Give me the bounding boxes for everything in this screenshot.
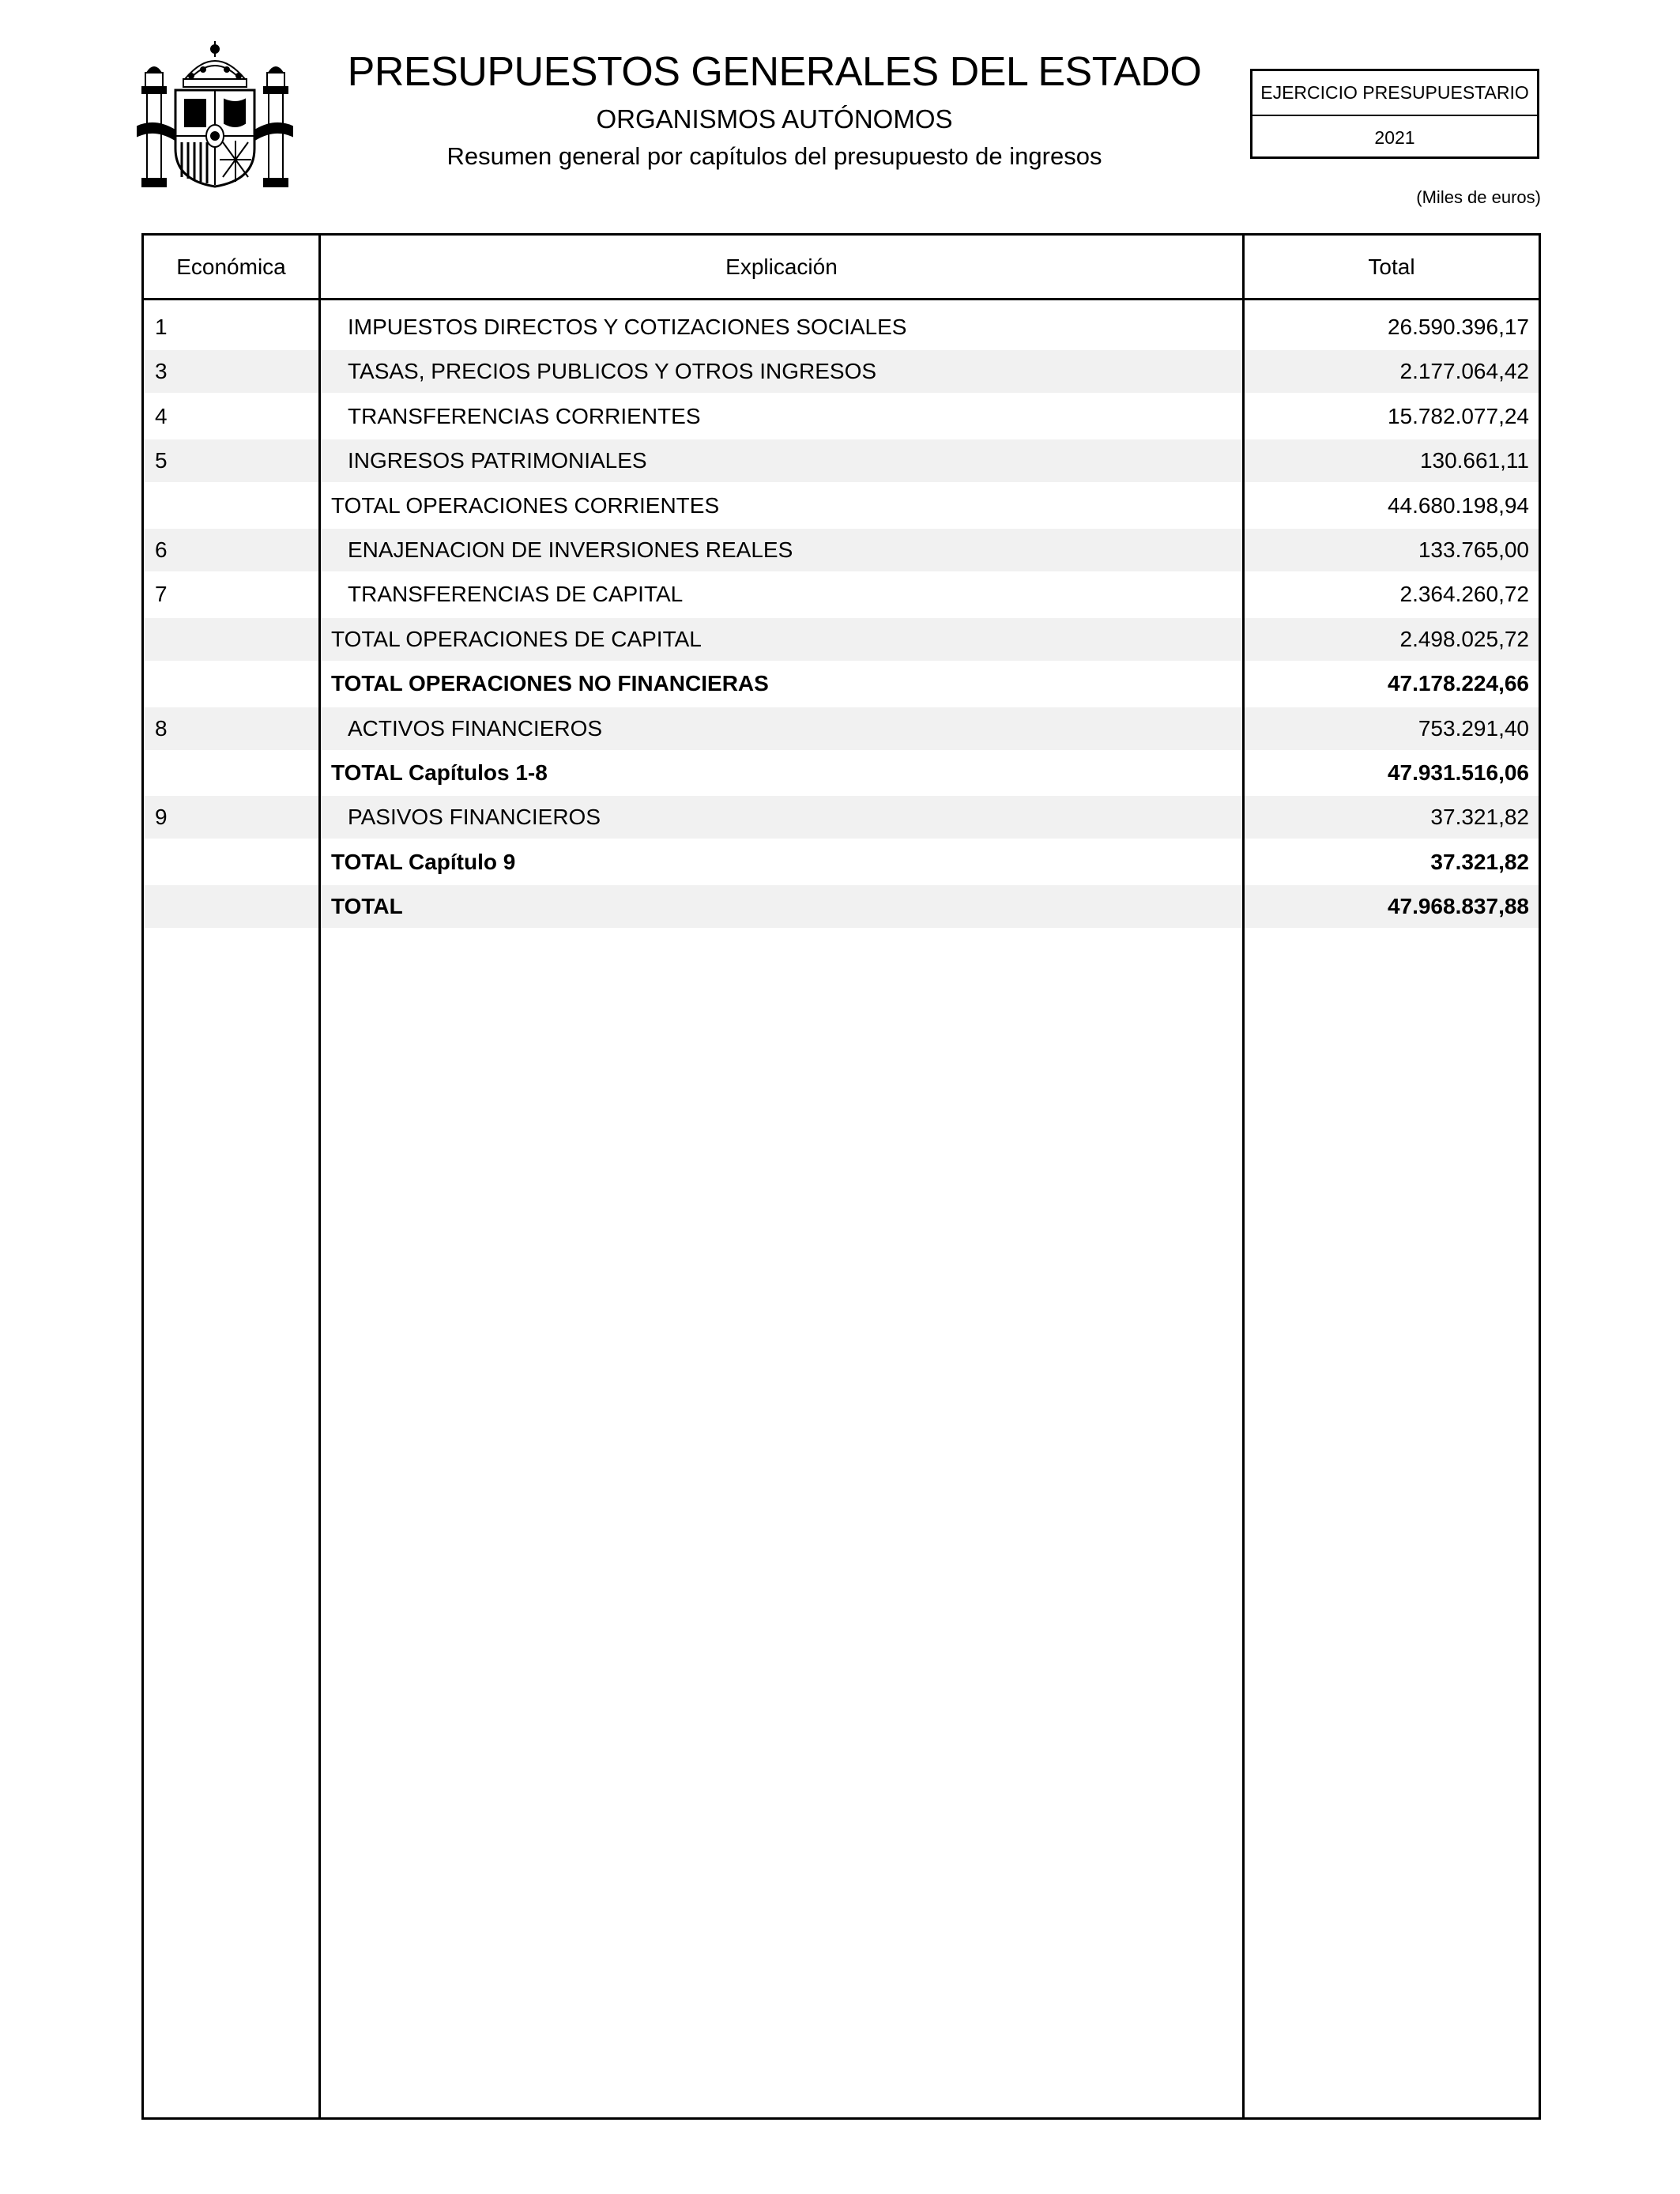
table-body: [144, 306, 1539, 929]
table-row: [144, 529, 1539, 573]
table-row: [144, 439, 1539, 484]
cell-total: 2.177.064,42: [1245, 350, 1539, 393]
fiscal-year-value: 2021: [1374, 126, 1415, 148]
header: [300, 43, 1249, 175]
cell-explanation: TASAS, PRECIOS PUBLICOS Y OTROS INGRESOS: [321, 350, 1242, 393]
cell-code: [144, 752, 318, 794]
cell-explanation: TOTAL Capítulos 1-8: [331, 760, 548, 785]
cell-total: 47.931.516,06: [1387, 760, 1529, 785]
cell-explanation: TRANSFERENCIAS CORRIENTES: [348, 403, 701, 428]
cell-explanation: INGRESOS PATRIMONIALES: [321, 439, 1242, 482]
cell-total: 37.321,82: [1245, 796, 1539, 839]
table-row: [144, 306, 1539, 350]
table-row-total: [144, 752, 1539, 796]
cell-code: [144, 885, 318, 928]
page-title: PRESUPUESTOS GENERALES DEL ESTADO: [347, 49, 1202, 95]
table-row: [144, 395, 1539, 439]
fiscal-year-box: [1250, 69, 1539, 159]
table-row-grand-total: [144, 885, 1539, 929]
cell-explanation: ENAJENACION DE INVERSIONES REALES: [321, 529, 1242, 571]
cell-explanation: ACTIVOS FINANCIEROS: [321, 707, 1242, 750]
cell-total: 133.765,00: [1245, 529, 1539, 571]
table-row-total: [144, 841, 1539, 885]
units-label: (Miles de euros): [1416, 187, 1541, 207]
cell-explanation: TRANSFERENCIAS DE CAPITAL: [348, 582, 684, 607]
table-row: [144, 350, 1539, 394]
cell-code: [144, 662, 318, 705]
fiscal-year-label: EJERCICIO PRESUPUESTARIO: [1252, 71, 1537, 116]
cell-explanation: PASIVOS FINANCIEROS: [321, 796, 1242, 839]
cell-total: 37.321,82: [1430, 849, 1529, 874]
cell-total: 47.968.837,88: [1245, 885, 1539, 928]
column-header-total: Total: [1368, 254, 1415, 279]
cell-total: 2.498.025,72: [1245, 618, 1539, 661]
coat-of-arms-icon: [136, 38, 294, 193]
cell-total: 2.364.260,72: [1399, 582, 1529, 607]
table-row: [144, 573, 1539, 617]
table-row-total: [144, 662, 1539, 707]
table-header: [144, 236, 1539, 300]
cell-code: 7: [155, 582, 168, 607]
revenue-summary-table: [141, 233, 1541, 2120]
cell-explanation: TOTAL OPERACIONES NO FINANCIERAS: [331, 671, 769, 696]
cell-total: 26.590.396,17: [1387, 315, 1529, 339]
cell-code: 1: [155, 315, 168, 339]
table-row: [144, 707, 1539, 752]
table-row-subtotal: [144, 484, 1539, 529]
page-subtitle: ORGANISMOS AUTÓNOMOS: [596, 104, 953, 134]
cell-explanation: TOTAL Capítulo 9: [331, 849, 516, 874]
cell-explanation: TOTAL: [321, 885, 1242, 928]
column-header-explicacion: Explicación: [725, 254, 838, 279]
column-header-economica: Económica: [176, 254, 286, 279]
table-row-subtotal: [144, 618, 1539, 662]
cell-code: 8: [144, 707, 318, 750]
cell-code: 3: [144, 350, 318, 393]
cell-code: 6: [144, 529, 318, 571]
cell-total: 753.291,40: [1245, 707, 1539, 750]
cell-code: [144, 841, 318, 884]
cell-code: [144, 484, 318, 527]
cell-code: 9: [144, 796, 318, 839]
table-row: [144, 796, 1539, 840]
cell-total: 15.782.077,24: [1387, 403, 1529, 428]
cell-explanation: IMPUESTOS DIRECTOS Y COTIZACIONES SOCIALES: [348, 315, 907, 339]
cell-explanation: TOTAL OPERACIONES DE CAPITAL: [321, 618, 1242, 661]
cell-total: 47.178.224,66: [1387, 671, 1529, 696]
page-description: Resumen general por capítulos del presupuesto de ingresos: [446, 142, 1102, 170]
cell-code: [144, 618, 318, 661]
cell-code: 5: [144, 439, 318, 482]
cell-code: 4: [155, 403, 168, 428]
cell-total: 130.661,11: [1245, 439, 1539, 482]
cell-total: 44.680.198,94: [1387, 492, 1529, 518]
cell-explanation: TOTAL OPERACIONES CORRIENTES: [331, 492, 720, 518]
